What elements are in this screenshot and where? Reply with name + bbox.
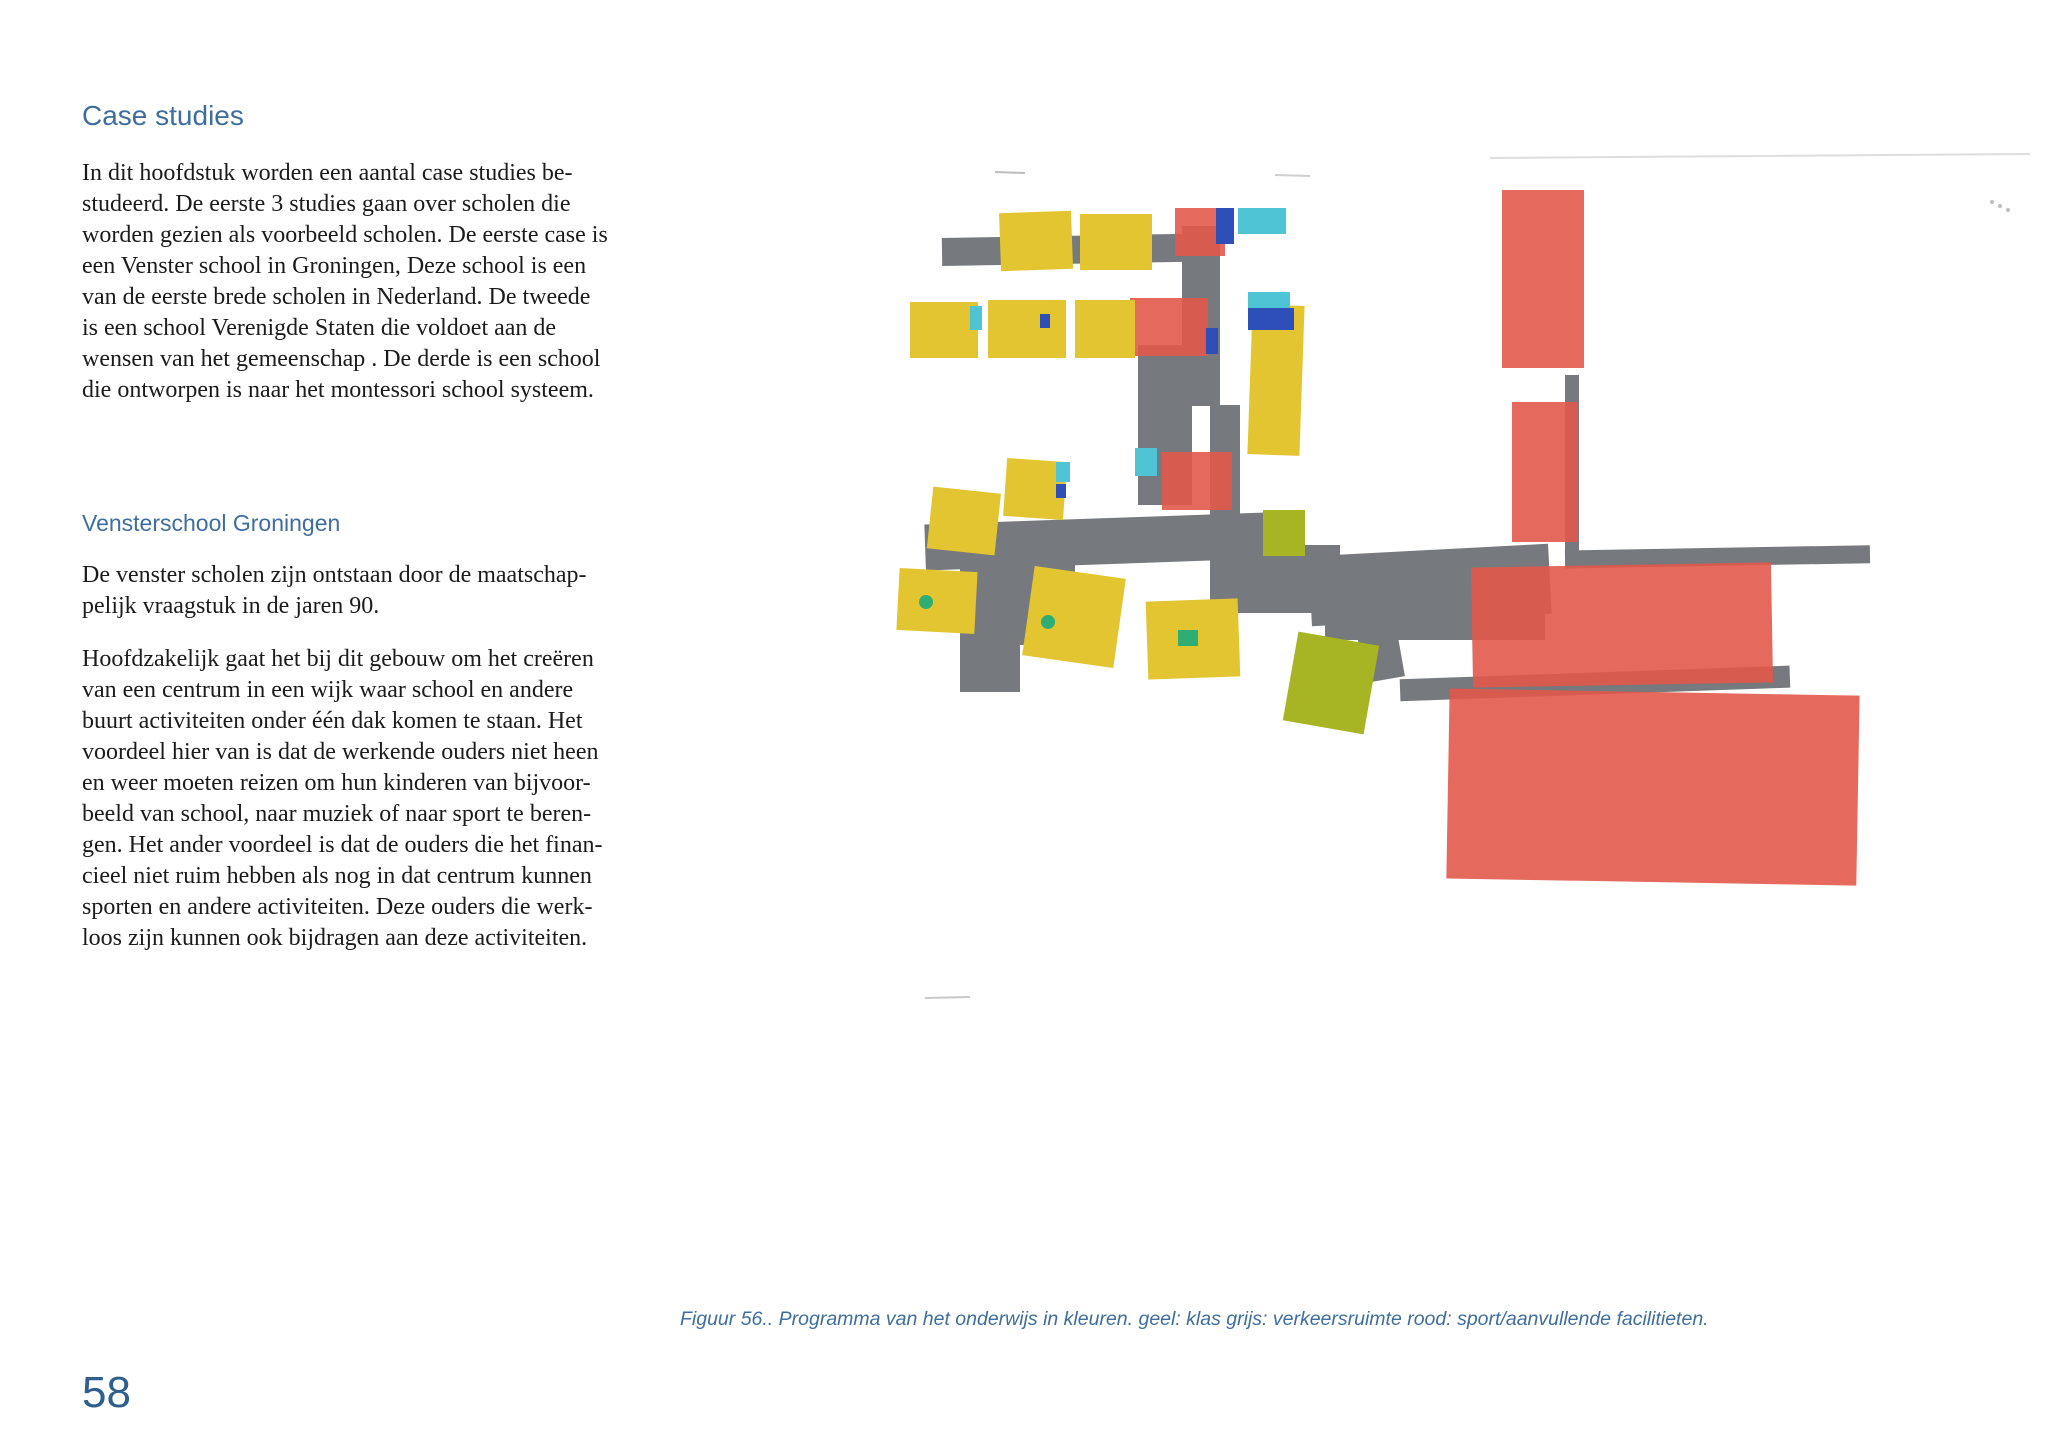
pencil-line	[995, 172, 1025, 173]
pencil-line	[1490, 154, 2030, 158]
page-title: Case studies	[82, 100, 244, 131]
pencil-line	[1275, 175, 1310, 176]
program-drawing-svg	[880, 140, 2030, 1020]
section-title: Vensterschool Groningen	[82, 510, 341, 536]
figure-caption: Figuur 56.. Programma van het onderwijs in kleuren. geel: klas grijs: verkeersruimte rood: sport/aanvullende facilitieten.	[680, 1308, 1709, 1330]
text-column	[82, 98, 662, 976]
page-number: 58	[82, 1368, 131, 1417]
intro-paragraph: In dit hoofdstuk worden een aantal case studies be- studeerd. De eerste 3 studies gaan over scholen die worden gezien als voorbeeld scholen. De eerste case is een Venster school in Groningen, Deze school is een van de eerste brede scholen in Nederland. De tweede is een school Verenigde Staten die voldoet aan de wensen van het gemeenschap . De derde is een school die ontworpen is naar het montessori school systeem.	[82, 160, 608, 403]
pencil-line	[925, 997, 970, 998]
section-paragraph-2: Hoofdzakelijk gaat het bij dit gebouw om het creëren van een centrum in een wijk waar school en andere buurt activiteiten onder één dak komen te staan. Het voordeel hier van is dat de werkende ouders niet heen en weer moeten reizen om hun kinderen van bijvoor- beeld van school, naar muziek of naar sport te beren- gen. Het ander voordeel is dat de ouders die het finan- cieel niet ruim hebben als nog in dat centrum kunnen sporten en andere activiteiten. Deze ouders die werk- loos zijn kunnen ook bijdragen aan deze activiteiten.	[82, 646, 603, 951]
section-paragraph-1: De venster scholen zijn ontstaan door de maatschap- pelijk vraagstuk in de jaren 90.	[82, 562, 587, 619]
program-drawing	[880, 140, 2030, 1020]
pencil-mark	[1990, 200, 2010, 212]
